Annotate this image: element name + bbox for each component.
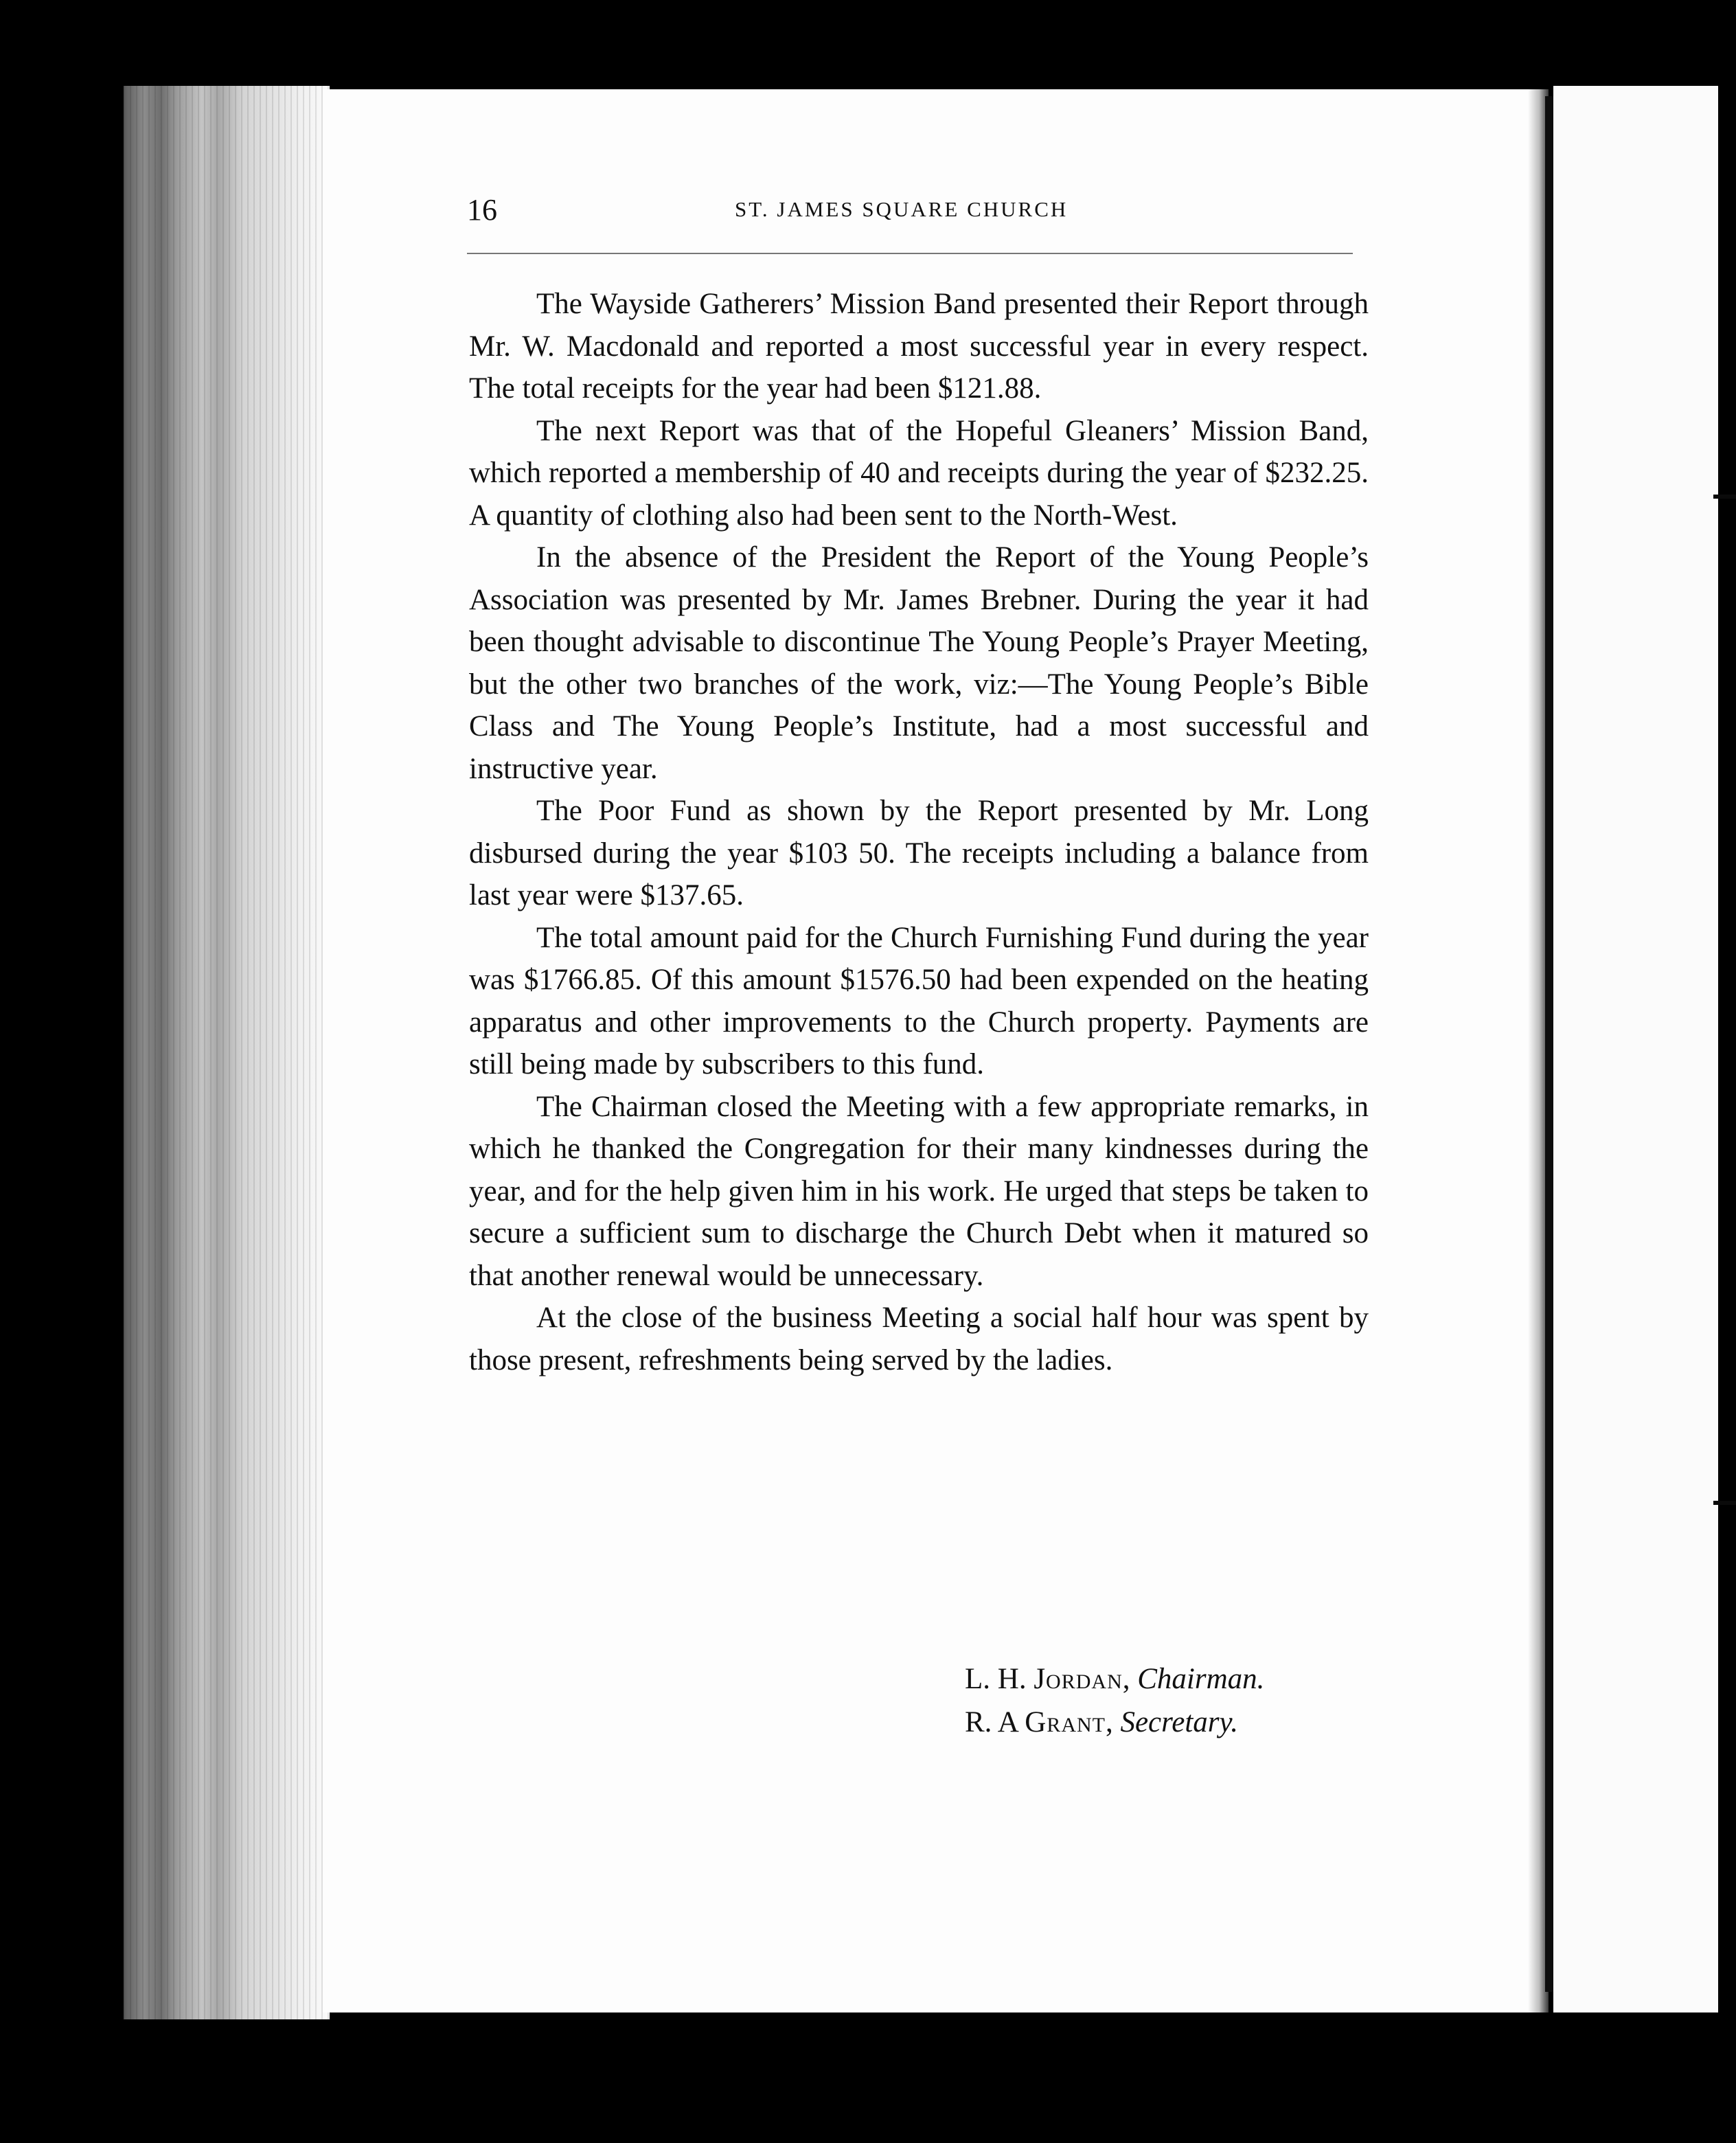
- paragraph-church-furnishing-fund: The total amount paid for the Church Furnishing Fund during the year was $1766.85. Of this amount $1576.50 had been expended on the heating apparatus and other improvements to the Church property. Payments are still being made by subscribers to this fund.: [469, 921, 1369, 1080]
- signature-secretary: [965, 1701, 1264, 1744]
- paragraph-chairman-remarks: The Chairman closed the Meeting with a few appropriate remarks, in which he thanked the Congregation for their many kindnesses during the year, and for the help given him in his work. He urged that steps be taken to secure a sufficient sum to discharge the Church Debt when it matured so that another renewal would be unnecessary.: [469, 1090, 1369, 1292]
- page-header: [467, 192, 1356, 234]
- scan-margin-mark: [1713, 495, 1736, 499]
- page-number: 16: [467, 193, 497, 227]
- header-rule: [467, 253, 1353, 254]
- signature-surname: Grant: [1025, 1706, 1106, 1738]
- signature-role: Chairman.: [1137, 1663, 1265, 1695]
- facing-page: [1553, 86, 1718, 2012]
- book-page-edges: [124, 86, 330, 2019]
- running-head: ST. JAMES SQUARE CHURCH: [735, 197, 1069, 221]
- signature-surname: Jordan: [1033, 1663, 1123, 1695]
- signature-initials: R. A: [965, 1706, 1018, 1738]
- paragraph-hopeful-gleaners: The next Report was that of the Hopeful Gleaners’ Mission Band, which reported a membership of 40 and receipts during the year of $232.25. A quantity of clothing also had been sent to the North-West.: [469, 414, 1369, 532]
- signature-separator: ,: [1122, 1663, 1130, 1695]
- scan-margin-mark: [1713, 1501, 1736, 1505]
- paragraph-poor-fund: The Poor Fund as shown by the Report presented by Mr. Long disbursed during the year $103 50. The receipts including a balance from last year were $137.65.: [469, 795, 1369, 911]
- signature-initials: L. H.: [965, 1663, 1027, 1695]
- body-text: [469, 283, 1369, 1381]
- paragraph-wayside-gatherers: The Wayside Gatherers’ Mission Band presented their Report through Mr. W. Macdonald and reported a most successful year in every respect. The total receipts for the year had been $121.88.: [469, 288, 1369, 405]
- signature-chairman: [965, 1657, 1264, 1701]
- signature-role: Secretary.: [1120, 1706, 1239, 1738]
- paragraph-young-peoples-association: In the absence of the President the Report of the Young People’s Association was presented by Mr. James Brebner. During the year it had been thought advisable to discontinue The Young People’s Prayer Meeting, but the other two branches of the work, viz:—The Young People’s Bible Class and The Young People’s Institute, had a most successful and instructive year.: [469, 541, 1369, 785]
- paragraph-social-half-hour: At the close of the business Meeting a social half hour was spent by those present, refreshments being served by the ladies.: [469, 1302, 1369, 1376]
- signature-block: [965, 1657, 1264, 1744]
- signature-separator: ,: [1105, 1706, 1113, 1738]
- book-binding: [1545, 96, 1553, 1992]
